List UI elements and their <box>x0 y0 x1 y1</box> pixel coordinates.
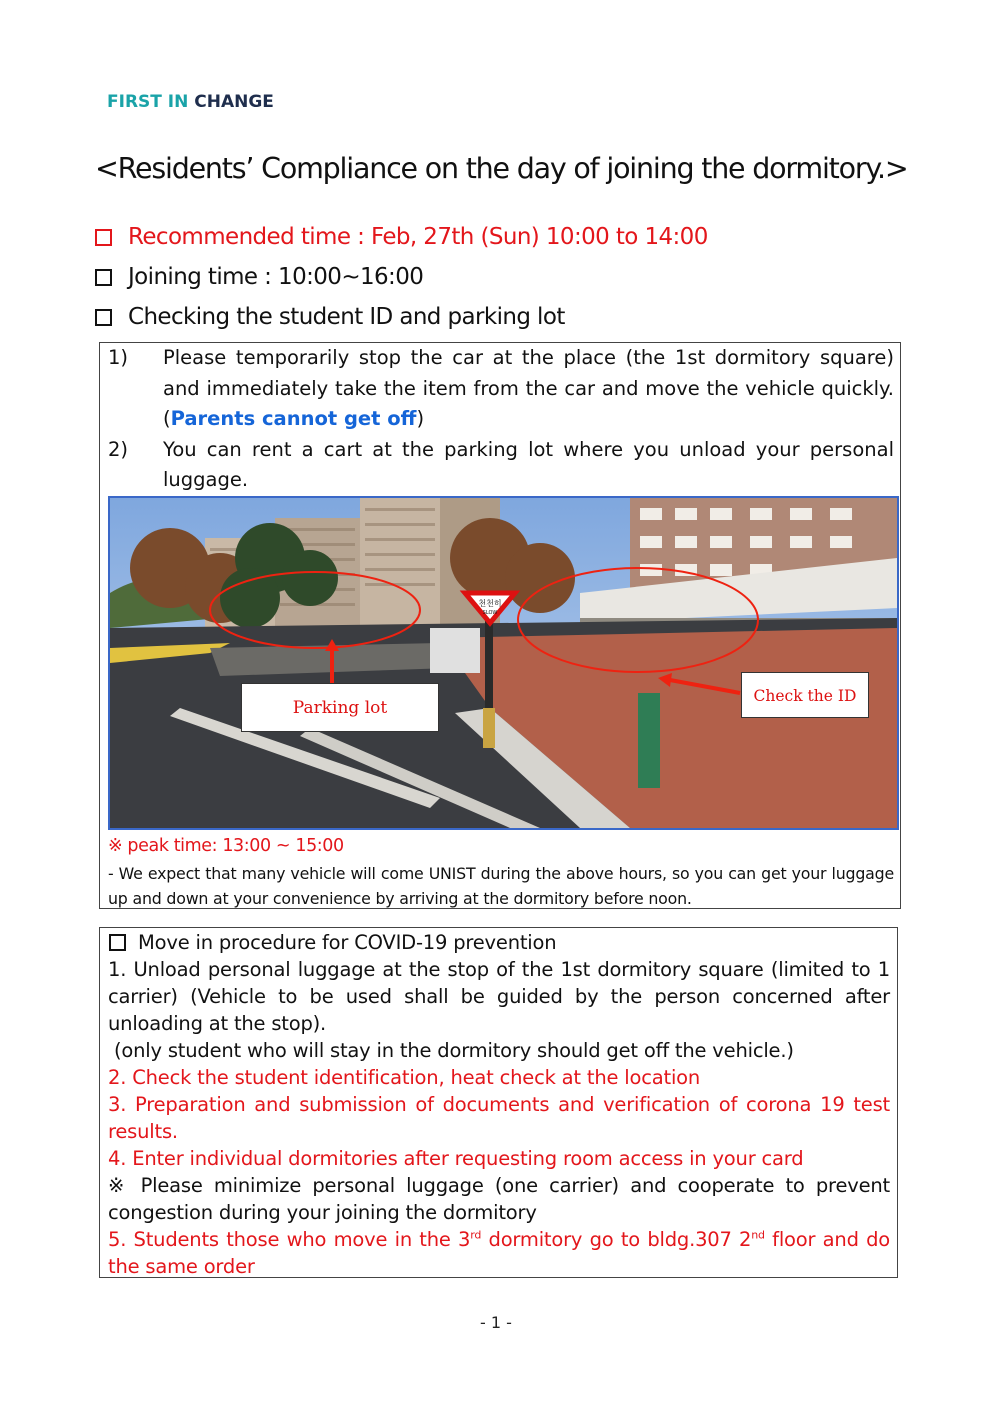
bullet-recommended-time <box>95 224 708 250</box>
procedure-step-2: 2. Check the student identification, heat check at the location <box>108 1066 701 1089</box>
procedure-step-4: 4. Enter individual dormitories after requesting room access in your card <box>108 1147 804 1170</box>
checkbox-square-icon <box>95 269 112 286</box>
procedure-step-3: 3. Preparation and submission of documents and verification of corona 19 test results. <box>108 1093 890 1143</box>
procedure-step-1-note: (only student who will stay in the dormitory should get off the vehicle.) <box>108 1039 794 1062</box>
covid-procedure-text <box>108 929 890 1280</box>
parking-instructions-text <box>108 343 894 496</box>
peak-time: ※ peak time: 13:00 ~ 15:00 <box>108 836 344 856</box>
parking-lot-label: Parking lot <box>241 683 439 732</box>
peak-time-note: - We expect that many vehicle will come UNIST during the above hours, so you can get your luggage up and down at your convenience by arriving at the dormitory before noon. <box>108 864 894 908</box>
procedure-step-5: 5. Students those who move in the 3rd dormitory go to bldg.307 2nd floor and do the same order <box>108 1228 890 1278</box>
procedure-heading: Move in procedure for COVID-19 prevention <box>108 929 890 956</box>
document-title: <Residents’ Compliance on the day of joining the dormitory.> <box>95 152 908 185</box>
covid-procedure-box <box>99 927 898 1278</box>
page-number: - 1 - <box>480 1313 512 1332</box>
instruction-item-1: 1) Please temporarily stop the car at the place (the 1st dormitory square) and immediately take the item from the car and move the vehicle quickly.(Parents cannot get off) <box>108 346 894 430</box>
road-sign-subtext: SLOW <box>482 610 498 616</box>
brand-logo <box>107 92 274 112</box>
checkbox-square-icon <box>109 934 126 951</box>
parents-warning: Parents cannot get off <box>170 407 417 430</box>
parking-instructions-box <box>99 342 901 909</box>
bullet-text: Checking the student ID and parking lot <box>128 304 565 330</box>
logo-part-1: FIRST IN <box>107 92 195 112</box>
bullet-checking-id <box>95 304 565 330</box>
instruction-item-2: 2) You can rent a cart at the parking lot where you unload your personal luggage. <box>108 437 894 491</box>
checkbox-square-icon <box>95 309 112 326</box>
logo-part-2: CHANGE <box>194 92 274 112</box>
checkbox-square-icon <box>95 229 112 246</box>
bullet-joining-time <box>95 264 423 290</box>
check-id-label: Check the ID <box>741 672 869 718</box>
bullet-text: Joining time : 10:00~16:00 <box>128 264 424 290</box>
bullet-text: Recommended time : Feb, 27th (Sun) 10:00 to 14:00 <box>128 224 708 250</box>
procedure-step-1: 1. Unload personal luggage at the stop of the 1st dormitory square (limited to 1 carrier) (Vehicle to be used shall be guided by the person concerned after unloading at the stop). <box>108 958 890 1035</box>
road-sign-text: 천천히 <box>478 599 502 608</box>
luggage-warning: ※ Please minimize personal luggage (one carrier) and cooperate to prevent congestion during your joining the dormitory <box>108 1174 890 1224</box>
dormitory-square-photo <box>108 496 899 830</box>
